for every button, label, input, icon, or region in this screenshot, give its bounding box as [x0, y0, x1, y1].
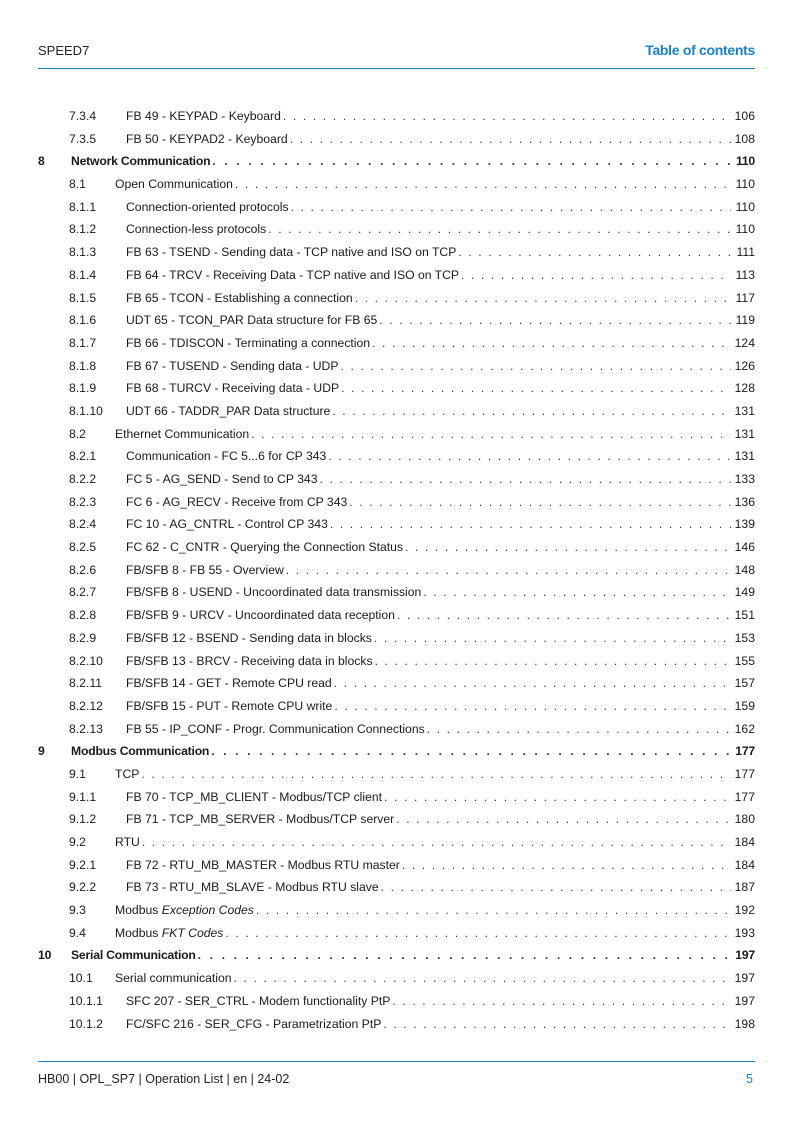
toc-dot-leader	[211, 744, 731, 758]
toc-entry-number: 9.1	[69, 766, 86, 781]
toc-entry-number: 10.1.2	[69, 1016, 103, 1031]
toc-dot-leader	[341, 381, 731, 395]
toc-entry[interactable]	[38, 994, 755, 1017]
toc-entry-page: 106	[734, 109, 755, 123]
toc-entry-number: 9.2	[69, 835, 86, 849]
toc-entry[interactable]	[38, 926, 755, 949]
toc-entry[interactable]	[38, 744, 755, 767]
toc-entry-title: FB 49 - KEYPAD - Keyboard	[126, 109, 281, 123]
toc-entry-page: 139	[734, 517, 755, 532]
toc-entry-page: 113	[735, 267, 755, 282]
toc-entry-title: Communication - FC 5...6 for CP 343	[126, 449, 327, 464]
toc-dot-leader	[256, 903, 731, 917]
header-section-title: Table of contents	[645, 42, 755, 58]
toc-entry-title: FC 6 - AG_RECV - Receive from CP 343	[126, 494, 348, 509]
toc-entry-title: FC 62 - C_CNTR - Querying the Connection Status	[126, 540, 404, 555]
toc-entry-title: FB 73 - RTU_MB_SLAVE - Modbus RTU slave	[126, 880, 379, 895]
toc-entry-number: 8.1.1	[69, 199, 97, 214]
toc-entry-title: UDT 65 - TCON_PAR Data structure for FB 65	[126, 313, 378, 328]
toc-entry-number: 10	[38, 948, 52, 963]
toc-entry-title: FB/SFB 12 - BSEND - Sending data in blocks	[126, 630, 372, 645]
toc-entry-page: 149	[734, 585, 755, 600]
toc-dot-leader	[268, 222, 731, 236]
toc-entry-number: 8.2.6	[69, 562, 97, 577]
toc-entry-title: FB 55 - IP_CONF - Progr. Communication Connections	[126, 721, 425, 736]
toc-entry-number: 9.2.2	[69, 880, 97, 895]
toc-entry-page: 126	[734, 358, 755, 373]
header-product-name: SPEED7	[38, 43, 90, 58]
toc-entry[interactable]	[38, 177, 755, 200]
toc-entry-number: 10.1.1	[69, 993, 103, 1008]
toc-entry-number: 9.2.1	[69, 857, 97, 872]
toc-dot-leader	[384, 790, 731, 804]
toc-entry-title: FB 71 - TCP_MB_SERVER - Modbus/TCP server	[126, 812, 395, 827]
toc-entry-number: 8.1.9	[69, 381, 97, 396]
toc-entry-number: 9.1.2	[69, 812, 97, 827]
toc-entry[interactable]	[38, 585, 755, 608]
toc-entry-title: SFC 207 - SER_CTRL - Modem functionality PtP	[126, 993, 391, 1008]
toc-dot-leader	[392, 994, 730, 1008]
toc-entry-title	[115, 903, 254, 917]
toc-entry-page: 124	[734, 335, 755, 350]
toc-dot-leader	[212, 154, 731, 168]
toc-dot-leader	[381, 880, 731, 894]
toc-entry-title: FB 63 - TSEND - Sending data - TCP native and ISO on TCP	[126, 245, 457, 260]
toc-dot-leader	[286, 563, 731, 577]
toc-entry[interactable]	[38, 812, 755, 835]
toc-entry-number: 10.1	[69, 971, 93, 986]
toc-entry-number: 8.1.10	[69, 403, 103, 418]
toc-entry-title: FB/SFB 14 - GET - Remote CPU read	[126, 676, 332, 691]
toc-entry[interactable]	[38, 291, 755, 314]
toc-entry-title: Serial Communication	[71, 948, 196, 963]
toc-entry[interactable]	[38, 676, 755, 699]
toc-entry-number: 9.3	[69, 903, 86, 918]
toc-dot-leader	[427, 722, 731, 736]
toc-entry[interactable]	[38, 495, 755, 518]
toc-entry[interactable]	[38, 790, 755, 813]
toc-dot-leader	[402, 858, 731, 872]
toc-dot-leader	[283, 109, 731, 123]
toc-entry-number: 8.2.4	[69, 517, 97, 532]
toc-entry-title-emphasis: FKT Codes	[161, 925, 224, 940]
toc-entry[interactable]	[38, 517, 755, 540]
toc-entry-page: 197	[734, 993, 755, 1008]
toc-entry[interactable]	[38, 948, 755, 971]
toc-entry-page: 177	[735, 744, 755, 759]
toc-dot-leader	[291, 200, 731, 214]
toc-entry-number: 8.2.12	[69, 698, 103, 713]
toc-entry-page: 133	[734, 472, 755, 486]
toc-entry-title: FC 10 - AG_CNTRL - Control CP 343	[126, 517, 328, 532]
toc-dot-leader	[319, 472, 730, 486]
toc-entry[interactable]	[38, 563, 755, 586]
toc-dot-leader	[328, 449, 730, 463]
toc-dot-leader	[234, 971, 731, 985]
toc-entry[interactable]	[38, 109, 755, 132]
toc-entry-title: Open Communication	[115, 177, 233, 192]
toc-entry-number: 8.1.6	[69, 313, 97, 328]
toc-entry[interactable]	[38, 540, 755, 563]
toc-entry-page: 128	[734, 381, 755, 396]
toc-entry-title: FB 68 - TURCV - Receiving data - UDP	[126, 381, 340, 396]
toc-entry-title: FB 50 - KEYPAD2 - Keyboard	[126, 131, 288, 146]
toc-dot-leader	[290, 132, 731, 146]
toc-dot-leader	[397, 608, 731, 622]
toc-entry-title: FB 70 - TCP_MB_CLIENT - Modbus/TCP client	[126, 789, 383, 804]
toc-entry-number: 7.3.4	[69, 109, 97, 123]
toc-entry-title-text: Modbus	[115, 925, 159, 940]
toc-dot-leader	[340, 359, 730, 373]
toc-entry[interactable]	[38, 858, 755, 881]
toc-entry-page: 177	[734, 766, 755, 781]
toc-entry-number: 8.2.2	[69, 472, 97, 486]
toc-entry-page: 192	[734, 903, 755, 918]
toc-dot-leader	[235, 177, 731, 191]
toc-entry-page: 157	[734, 676, 755, 691]
toc-entry-number: 8.2.11	[69, 676, 102, 691]
toc-dot-leader	[198, 948, 731, 962]
toc-entry[interactable]	[38, 381, 755, 404]
toc-entry-page: 108	[734, 131, 755, 146]
toc-entry[interactable]	[38, 449, 755, 472]
toc-entry-page: 110	[735, 177, 755, 192]
toc-entry-page: 177	[734, 789, 755, 804]
toc-entry[interactable]	[38, 154, 755, 177]
toc-entry-title: TCP	[115, 766, 140, 781]
toc-entry-page: 159	[734, 698, 755, 713]
toc-dot-leader	[396, 812, 730, 826]
toc-entry-number: 8.2.5	[69, 540, 97, 555]
toc-entry-number: 8.1	[69, 177, 86, 192]
toc-entry-title: Modbus Communication	[71, 744, 210, 759]
footer-divider	[38, 1061, 755, 1062]
toc-entry[interactable]	[38, 336, 755, 359]
toc-entry[interactable]	[38, 313, 755, 336]
toc-entry[interactable]	[38, 903, 755, 926]
toc-dot-leader	[334, 699, 730, 713]
toc-dot-leader	[355, 291, 731, 305]
toc-entry[interactable]	[38, 472, 755, 495]
toc-dot-leader	[332, 404, 730, 418]
toc-entry-page: 131	[734, 403, 755, 418]
toc-entry[interactable]	[38, 200, 755, 223]
toc-dot-leader	[423, 585, 730, 599]
toc-entry-title: FB/SFB 15 - PUT - Remote CPU write	[126, 698, 333, 713]
toc-entry-title: Serial communication	[115, 971, 232, 986]
toc-entry-page: 119	[735, 313, 755, 328]
toc-entry-number: 8.2	[69, 426, 86, 441]
toc-dot-leader	[375, 654, 731, 668]
toc-entry-number: 8.1.7	[69, 335, 97, 350]
toc-entry[interactable]	[38, 631, 755, 654]
toc-dot-leader	[372, 336, 731, 350]
toc-entry[interactable]	[38, 722, 755, 745]
toc-entry-page: 197	[735, 948, 755, 963]
toc-entry-title: UDT 66 - TADDR_PAR Data structure	[126, 403, 331, 418]
toc-entry-title: FB/SFB 9 - URCV - Uncoordinated data reception	[126, 608, 395, 623]
toc-entry-title: FC/SFC 216 - SER_CFG - Parametrization PtP	[126, 1016, 382, 1031]
toc-entry-title: FB 72 - RTU_MB_MASTER - Modbus RTU master	[126, 857, 400, 872]
toc-entry-title	[115, 926, 223, 940]
toc-entry-page: 180	[734, 812, 755, 827]
toc-entry-number: 8.2.8	[69, 608, 97, 623]
toc-entry-number: 8.1.2	[69, 222, 97, 237]
toc-entry-title-emphasis: Exception Codes	[161, 903, 254, 918]
toc-entry-title-text: Modbus	[115, 903, 159, 918]
toc-dot-leader	[349, 495, 730, 509]
toc-entry-number: 8.1.4	[69, 267, 97, 282]
toc-dot-leader	[383, 1017, 730, 1031]
toc-dot-leader	[251, 427, 731, 441]
toc-entry-number: 8.2.7	[69, 585, 97, 600]
toc-entry[interactable]	[38, 767, 755, 790]
toc-entry-page: 187	[734, 880, 755, 895]
toc-dot-leader	[334, 676, 731, 690]
toc-dot-leader	[374, 631, 731, 645]
toc-entry[interactable]	[38, 245, 755, 268]
toc-entry-title: FB 67 - TUSEND - Sending data - UDP	[126, 358, 339, 373]
toc-entry-page: 117	[735, 290, 755, 305]
toc-entry-page: 136	[734, 494, 755, 509]
toc-entry-page: 197	[734, 971, 755, 986]
toc-entry-page: 131	[734, 426, 755, 441]
toc-entry[interactable]	[38, 132, 755, 155]
toc-dot-leader	[330, 517, 731, 531]
toc-entry-number: 8.2.1	[69, 449, 97, 464]
toc-entry[interactable]	[38, 835, 755, 858]
toc-entry-title: Connection-less protocols	[126, 222, 267, 237]
toc-entry[interactable]	[38, 359, 755, 382]
toc-entry-page: 198	[734, 1016, 755, 1031]
toc-entry-number: 8.2.13	[69, 721, 103, 736]
toc-entry[interactable]	[38, 699, 755, 722]
toc-entry[interactable]	[38, 971, 755, 994]
toc-entry-number: 8.1.3	[69, 245, 97, 260]
toc-entry-title: Ethernet Communication	[115, 426, 250, 441]
toc-entry-page: 155	[734, 653, 755, 668]
toc-entry-title: FC 5 - AG_SEND - Send to CP 343	[126, 472, 318, 486]
toc-dot-leader	[225, 926, 730, 940]
toc-entry-page: 110	[735, 154, 755, 169]
header-divider	[38, 68, 755, 69]
toc-entry-title: Connection-oriented protocols	[126, 199, 289, 214]
toc-entry-page: 151	[734, 608, 755, 623]
toc-entry-number: 7.3.5	[69, 131, 97, 146]
toc-entry-title: Network Communication	[71, 154, 211, 169]
toc-entry-title: FB/SFB 8 - USEND - Uncoordinated data transmission	[126, 585, 422, 600]
toc-entry-title: FB 66 - TDISCON - Terminating a connection	[126, 335, 371, 350]
toc-entry-page: 162	[734, 721, 755, 736]
toc-entry-page: 110	[735, 222, 755, 237]
toc-entry-title: FB/SFB 13 - BRCV - Receiving data in blocks	[126, 653, 373, 668]
toc-entry-title: RTU	[115, 835, 140, 849]
table-of-contents	[38, 109, 755, 1039]
toc-entry-page: 184	[734, 835, 755, 849]
toc-entry-page: 111	[736, 245, 755, 260]
footer-document-info: HB00 | OPL_SP7 | Operation List | en | 24-02	[38, 1072, 290, 1086]
toc-entry-number: 9.1.1	[69, 789, 97, 804]
toc-dot-leader	[458, 245, 731, 259]
toc-dot-leader	[461, 268, 731, 282]
toc-entry-page: 148	[734, 562, 755, 577]
toc-entry-number: 8.2.3	[69, 494, 97, 509]
toc-entry[interactable]	[38, 880, 755, 903]
toc-entry[interactable]	[38, 222, 755, 245]
toc-entry-page: 146	[734, 540, 755, 555]
toc-dot-leader	[142, 835, 731, 849]
toc-entry[interactable]	[38, 427, 755, 450]
toc-entry-number: 8.2.9	[69, 630, 97, 645]
toc-dot-leader	[405, 540, 731, 554]
toc-entry-number: 8	[38, 154, 45, 169]
toc-entry-number: 9	[38, 744, 45, 759]
toc-entry-number: 8.1.8	[69, 358, 97, 373]
toc-entry-page: 131	[734, 449, 755, 464]
toc-entry-title: FB/SFB 8 - FB 55 - Overview	[126, 562, 284, 577]
toc-entry-title: FB 65 - TCON - Establishing a connection	[126, 290, 353, 305]
toc-entry[interactable]	[38, 654, 755, 677]
toc-dot-leader	[141, 767, 730, 781]
toc-entry-page: 193	[734, 925, 755, 940]
toc-entry-number: 9.4	[69, 925, 86, 940]
toc-entry-number: 8.2.10	[69, 653, 103, 668]
toc-entry-page: 153	[734, 630, 755, 645]
toc-entry-page: 110	[735, 199, 755, 214]
toc-entry-title: FB 64 - TRCV - Receiving Data - TCP native and ISO on TCP	[126, 267, 460, 282]
toc-dot-leader	[379, 313, 731, 327]
toc-entry[interactable]	[38, 268, 755, 291]
toc-entry[interactable]	[38, 404, 755, 427]
toc-entry-number: 8.1.5	[69, 290, 97, 305]
footer-page-number: 5	[746, 1072, 753, 1086]
toc-entry[interactable]	[38, 1017, 755, 1040]
toc-entry[interactable]	[38, 608, 755, 631]
toc-entry-page: 184	[734, 857, 755, 872]
